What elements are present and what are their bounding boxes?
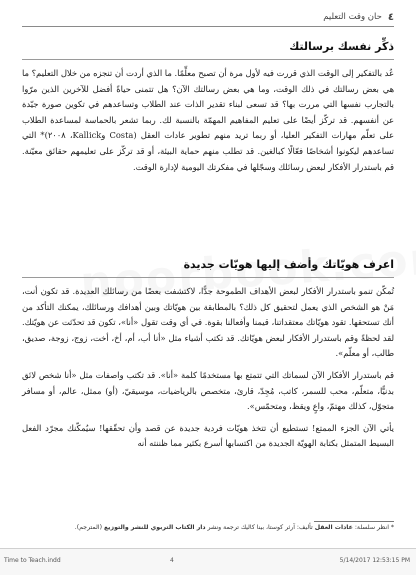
body-paragraph: قم باستدرار الأفكار الآن لسماتك التي تتمتع بها مستخدمًا كلمة «أنا». قد تكتب واصفات مثل «أنا شخص لائق بدنيًّا، متعلّم، محب للسمر، كاتب، مُجِدّ، قارئ، متخصص بالرياضيات، موسيقيّ، (أو) ممثل، عالم، أو مسافر متجوّل، كذلك مهتمّ، واعٍ ويقظ، ومتحمّس». — [22, 369, 394, 412]
slug-page: 4 — [170, 557, 174, 564]
section-divider — [22, 277, 394, 278]
header-divider — [22, 26, 394, 27]
section-title: اعرف هويّاتك وأضف إليها هويّات جديدة — [183, 258, 394, 271]
footnote-publisher: دار الكتاب التربوي للنشر والتوزيع — [103, 524, 206, 531]
page-number: ٤ — [387, 11, 394, 23]
book-title: حان وقت التعليم — [323, 12, 382, 22]
footnote-text: تأليف: آرثر كوستا، بينا كاليك ترجمة ونشر — [207, 524, 313, 531]
footnote-suffix: (المترجم). — [74, 524, 102, 531]
body-paragraph: عُد بالتفكير إلى الوقت الذي قررت فيه لأول مرة أن تصبح معلِّمًا. ما الذي أردت أن تنجزه من خلال التعليم؟ ما هي بعض رسالتك في ذلك الوقت، وما هي بعض رسالتك الآن؟ هل تتمنى حياةً أفضل للآخرين الذين مرّوا بالتجارب نفسها التي مررت بها؟ قد تسعى لبناء تقدير الذات عند الطلاب وتساعدهم في تكوين صورة جيّدة عن أنفسهم. قد تركّز أيضًا على تعليم المفاهيم المهمّة بالنسبة لك. ربما تشعر بالحماسة لمساعدة الطلاب على تعلّم مهارات التفكير العليا، أو ربما تريد منهم تطوير عادات العقل (Costa وKallick، ٢٠٠٨)* التي تساعدهم ليكونوا أشخاصًا فعّالًا كبالغين. قد تطلب منهم حماية البيئة، أو قد تركّز على تعليمهم حقائق معيّنة. قم باستدرار الأفكار لبعض رسائلك وسجّلها في مفكرتك اليومية لإدارة الوقت. — [22, 68, 394, 172]
running-head — [22, 10, 394, 24]
body-paragraph: يأتي الآن الجزء الممتع! تستطيع أن تتخذ هويّات فردية جديدة عن قصد وأن تحقّقها! سيُمكّنك مجرّد الفعل البسيط المتمثل بكتابة الهويّة الجديدة من اكتسابها أسرع بكثير مما ظننته أنه — [22, 422, 394, 449]
footnote — [22, 523, 394, 532]
slug-filename: Time to Teach.indd — [4, 557, 61, 564]
slug-timestamp: 5/14/2017 12:53:15 PM — [339, 557, 410, 564]
section-divider — [22, 59, 394, 60]
footnote-prefix: * انظر سلسلة: — [354, 524, 394, 531]
footnote-series: عادات العقل — [314, 524, 353, 531]
print-slug — [0, 548, 416, 575]
section-identities — [22, 258, 394, 452]
section-remind-mission — [22, 40, 394, 175]
footnote-divider — [314, 521, 394, 522]
body-paragraph: تُمكّن تنمو باستدرار الأفكار لبعض الأهداف الطموحة جدًّا، لاكتشفت بعضًا من رسائلك العديدة. قد تكون أنت، مَنْ هو الشخص الذي يعمل لتحقيق كل ذلك؟ بالمطابقة بين هويّاتك وبين أهدافك ورسائلك، يمكنك التأكد من أنك تستحقها. تقود هويّاتك معتقداتنا، قيمنا وأفعالنا بقوة. في أي وقت تقول «أنا»، تكون قد تحدّثت عن هويّتك. لقد لحظةً وقم باستدرار الأفكار لبعض هويّاتك. قد تكتب أشياء مثل «أنا أب، أم، أخ، أخت، زوج، زوجة، صديق، طالب، أو معلّم». — [22, 286, 394, 359]
section-title: ذكِّر نفسك برسالتك — [289, 40, 394, 53]
